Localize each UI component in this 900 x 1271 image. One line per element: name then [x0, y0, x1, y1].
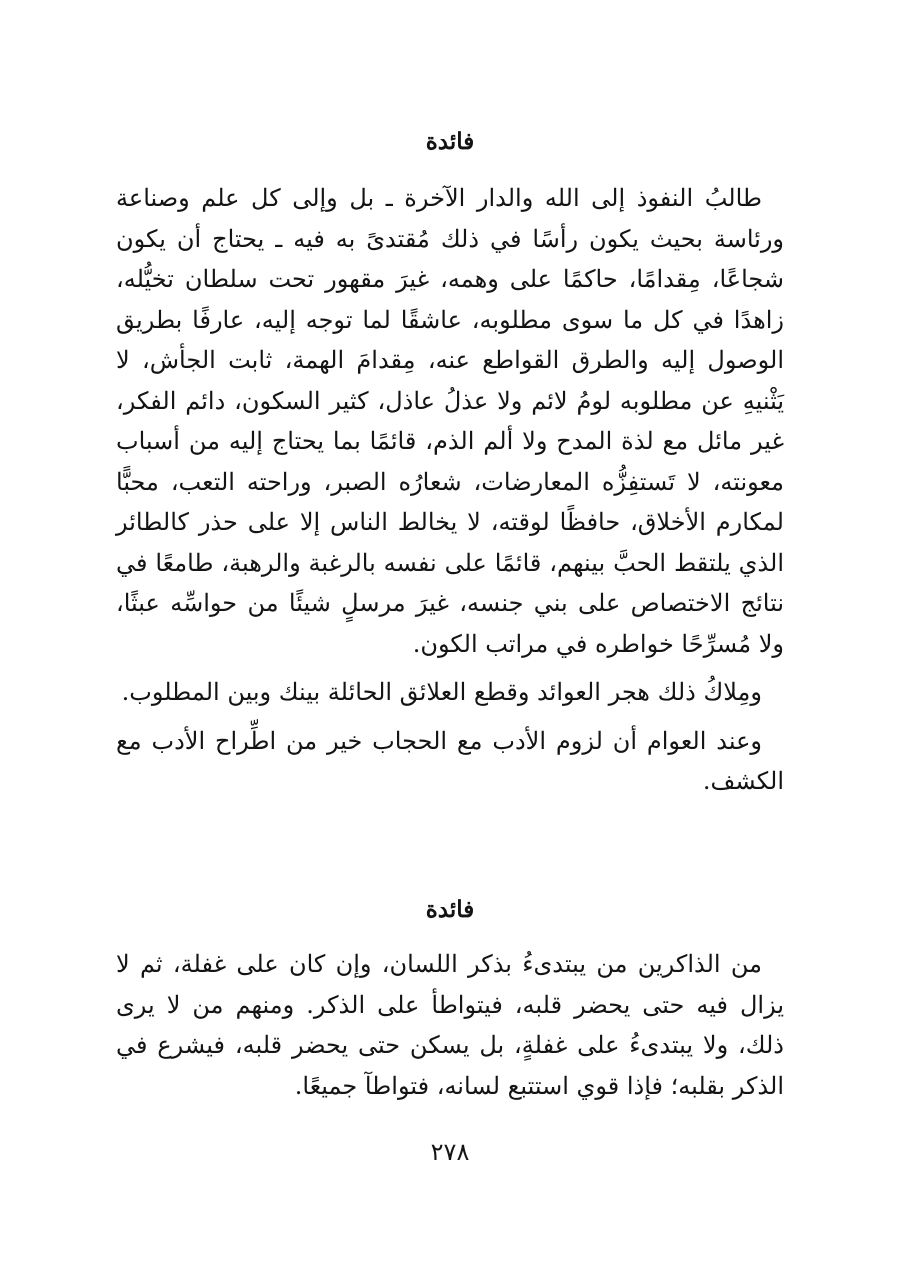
paragraph: من الذاكرين من يبتدىءُ بذكر اللسان، وإن كان على غفلة، ثم لا يزال فيه حتى يحضر قلبه، فيتواطأ على الذكر. ومنهم من لا يرى ذلك، ولا يبتدىءُ على غفلةٍ، بل يسكن حتى يحضر قلبه، فيشرع في الذكر بقلبه؛ فإذا قوي استتبع لسانه، فتواطآ جميعًا. — [116, 950, 784, 1100]
page-number: ٢٧٨ — [430, 1138, 470, 1166]
section-body — [116, 178, 784, 802]
paragraph: وعند العوام أن لزوم الأدب مع الحجاب خير من اطِّراح الأدب مع الكشف. — [116, 726, 784, 795]
section-heading: فائدة — [425, 896, 475, 923]
paragraph: ومِلاكُ ذلك هجر العوائد وقطع العلائق الحائلة بينك وبين المطلوب. — [121, 678, 762, 706]
section-body — [116, 944, 784, 1106]
paragraph: طالبُ النفوذ إلى الله والدار الآخرة ـ بل وإلى كل علم وصناعة ورئاسة بحيث يكون رأسًا في ذلك مُقتدىً به فيه ـ يحتاج أن يكون شجاعًا، مِقدامًا، حاكمًا على وهمه، غيرَ مقهور تحت سلطان تخيُّله، زاهدًا في كل ما سوى مطلوبه، عاشقًا لما توجه إليه، عارفًا بطريق الوصول إليه والطرق القواطع عنه، مِقدامَ الهمة، ثابت الجأش، لا يَثْنيهِ عن مطلوبه لومُ لائم ولا عذلُ عاذل، كثير السكون، دائم الفكر، غير مائل مع لذة المدح ولا ألم الذم، قائمًا بما يحتاج إليه من أسباب معونته، لا تَستفِزُّه المعارضات، شعارُه الصبر، وراحته التعب، محبًّا لمكارم الأخلاق، حافظًا لوقته، لا يخالط الناس إلا على حذر كالطائر الذي يلتقط الحبَّ بينهم، قائمًا على نفسه بالرغبة والرهبة، طامعًا في نتائج الاختصاص على بني جنسه، غيرَ مرسلٍ شيئًا من حواسِّه عبثًا، ولا مُسرِّحًا خواطره في مراتب الكون. — [116, 184, 784, 658]
book-page — [116, 0, 784, 1271]
section-heading: فائدة — [425, 128, 475, 155]
